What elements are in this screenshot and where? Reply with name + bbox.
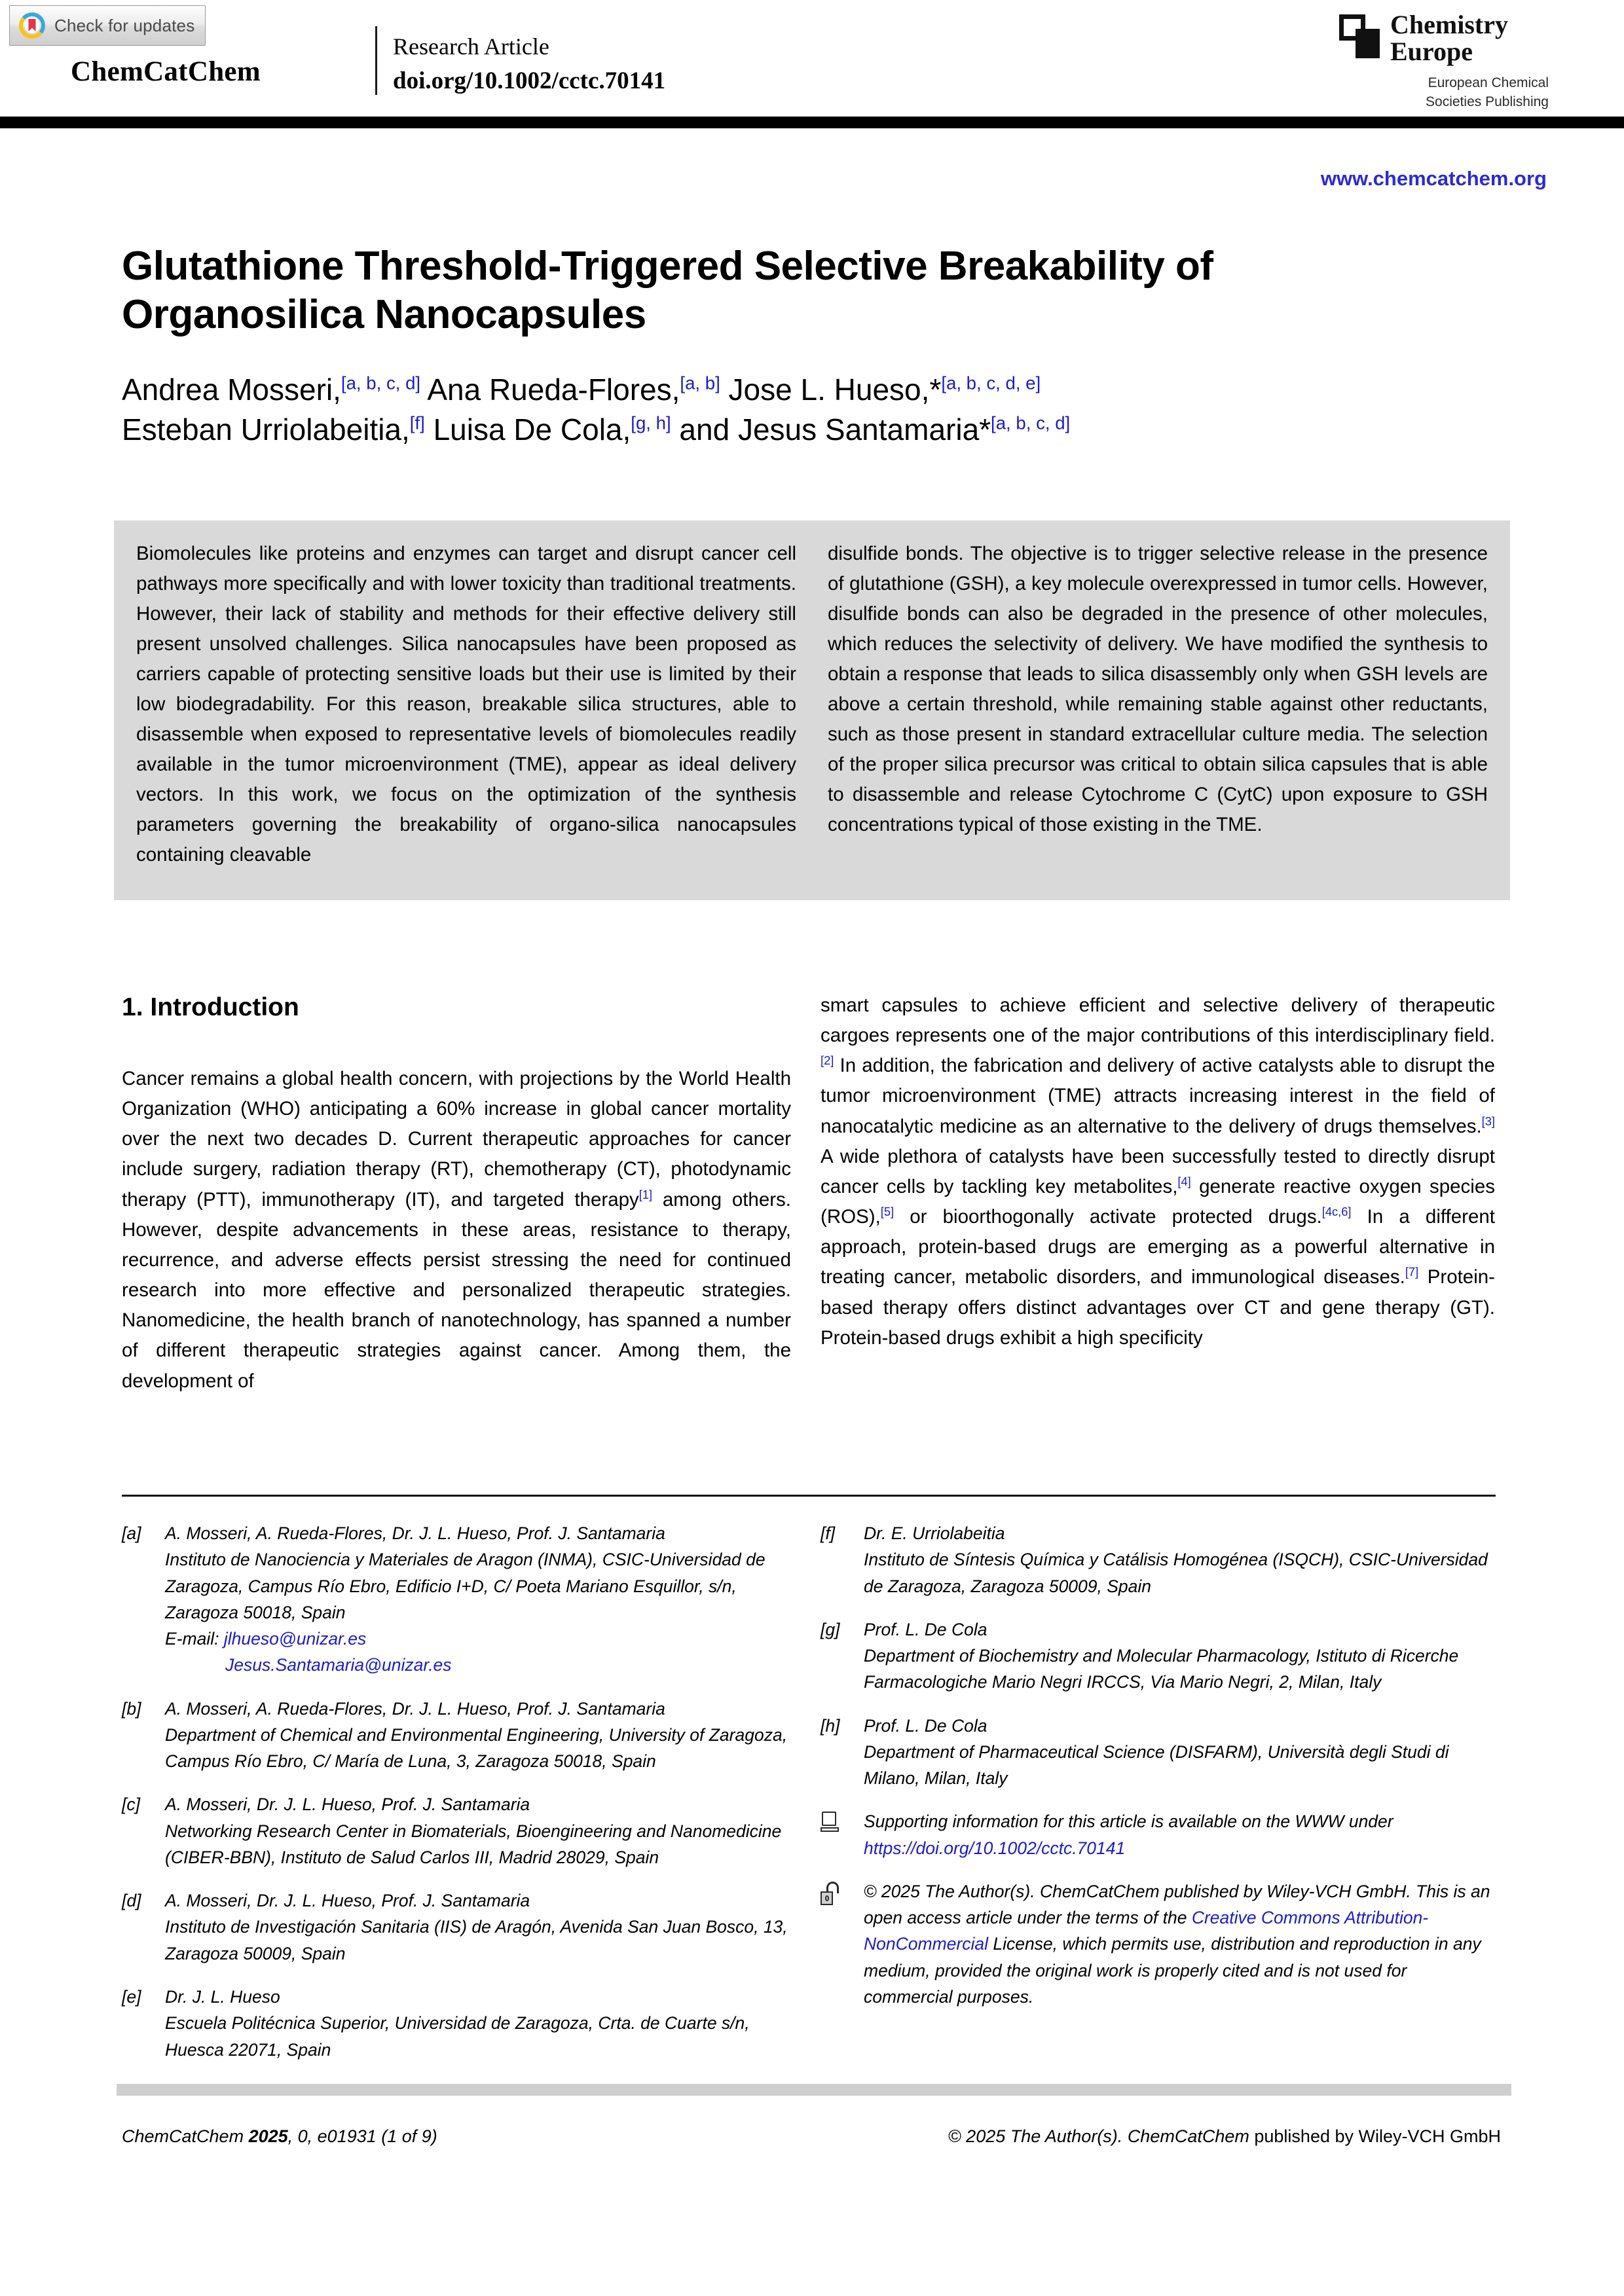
citation-ref-1[interactable]: [1] bbox=[638, 1187, 653, 1201]
publisher-subtitle bbox=[1339, 73, 1549, 113]
footnote-c bbox=[122, 1791, 790, 1870]
footer-article-id: , 0, e01931 (1 of 9) bbox=[287, 2126, 437, 2146]
citation-ref-5[interactable]: [5] bbox=[880, 1205, 895, 1219]
footnote-f bbox=[821, 1520, 1498, 1599]
footnote-a-email-label: E-mail: bbox=[165, 1629, 224, 1649]
footnote-c-tag: [c] bbox=[122, 1795, 140, 1815]
footnote-d-tag: [d] bbox=[122, 1891, 141, 1911]
check-for-updates-badge[interactable] bbox=[9, 5, 206, 46]
monitor-icon bbox=[821, 1808, 855, 1861]
footnote-column-right bbox=[821, 1520, 1498, 2027]
publisher-sub-1: European Chemical bbox=[1428, 75, 1549, 90]
footnote-b-names: A. Mosseri, A. Rueda-Flores, Dr. J. L. Hueso, Prof. J. Santamaria bbox=[165, 1698, 665, 1719]
body-column-right bbox=[821, 991, 1495, 1353]
footnote-d bbox=[122, 1887, 790, 1967]
author-name-4: Esteban Urriolabeitia, bbox=[122, 412, 410, 447]
intro-right-part-c: A wide plethora of catalysts have been successfully tested to directly disrupt cancer cells by tackling key metabolites, bbox=[821, 1145, 1495, 1197]
crossmark-icon bbox=[18, 11, 46, 40]
citation-ref-4[interactable]: [4] bbox=[1177, 1175, 1191, 1189]
citation-ref-4c6[interactable]: [4c,6] bbox=[1321, 1205, 1352, 1219]
footnote-h-address: Department of Pharmaceutical Science (DISFARM), Università degli Studi di Milano, Milan, Italy bbox=[864, 1741, 1449, 1789]
author-affiliation-3: [a, b, c, d, e] bbox=[941, 373, 1041, 393]
journal-website-link[interactable]: www.chemcatchem.org bbox=[1320, 167, 1547, 190]
supporting-information-link[interactable]: https://doi.org/10.1002/cctc.70141 bbox=[864, 1838, 1126, 1858]
abstract-box bbox=[114, 520, 1510, 900]
footer-publisher: published by Wiley-VCH GmbH bbox=[1249, 2126, 1501, 2146]
footnote-b-address: Department of Chemical and Environmental Engineering, University of Zaragoza, Campus Río Ebro, C/ María de Luna, 3, Zaragoza 50018, Spain bbox=[165, 1724, 788, 1772]
header-article-meta bbox=[393, 33, 665, 95]
footnote-e bbox=[122, 1984, 790, 2063]
footer-year: 2025 bbox=[248, 2126, 288, 2146]
intro-right-part-e: or bioorthogonally activate protected drugs. bbox=[894, 1206, 1322, 1228]
citation-ref-2[interactable]: [2] bbox=[821, 1053, 834, 1068]
footnote-b bbox=[122, 1696, 790, 1775]
author-name-6: and Jesus Santamaria* bbox=[671, 412, 991, 447]
footnote-a bbox=[122, 1520, 790, 1679]
footnote-g-tag: [g] bbox=[821, 1619, 840, 1639]
citation-ref-3[interactable]: [3] bbox=[1481, 1114, 1495, 1128]
footnote-c-names: A. Mosseri, Dr. J. L. Hueso, Prof. J. Santamaria bbox=[165, 1795, 530, 1815]
publisher-line-2: Europe bbox=[1390, 36, 1473, 66]
article-type-label: Research Article bbox=[393, 33, 549, 60]
section-heading-introduction: 1. Introduction bbox=[122, 993, 299, 1021]
footnote-f-tag: [f] bbox=[821, 1523, 836, 1543]
license-text-part-2: License, which permits use, distribution and reproduction in any medium, provided the original work is properly cited and is not used for commercial purposes. bbox=[864, 1934, 1481, 2007]
publisher-line-1: Chemistry bbox=[1390, 10, 1508, 39]
author-name-2: Ana Rueda-Flores, bbox=[420, 373, 680, 407]
footnote-b-tag: [b] bbox=[122, 1698, 141, 1719]
chemistry-europe-logo bbox=[1339, 12, 1549, 112]
author-name-1: Andrea Mosseri, bbox=[122, 373, 341, 407]
chemistry-europe-mark-icon bbox=[1339, 14, 1380, 60]
license-text-part-1: © 2025 The Author(s). ChemCatChem published by Wiley-VCH GmbH. This is an open access article under the terms of the bbox=[864, 1881, 1490, 1928]
footnote-f-names: Dr. E. Urriolabeitia bbox=[864, 1523, 1005, 1543]
footer-gray-bar bbox=[117, 2084, 1511, 2096]
author-affiliation-1: [a, b, c, d] bbox=[341, 373, 421, 393]
footnote-a-address: Instituto de Nanociencia y Materiales de Aragon (INMA), CSIC-Universidad de Zaragoza, Campus Río Ebro, Edificio I+D, C/ Poeta Mariano Esquillor, s/n, Zaragoza 50018, Spain bbox=[165, 1550, 766, 1622]
open-access-license-note bbox=[821, 1878, 1498, 2010]
footer-copyright-text: © 2025 The Author(s). bbox=[948, 2126, 1128, 2146]
intro-right-part-b: In addition, the fabrication and delivery of active catalysts able to disrupt the tumor microenvironment (TME) attracts increasing interest in the field of nanocatalytic medicine as an alternative to the delivery of drugs themselves. bbox=[821, 1055, 1495, 1137]
license-link[interactable]: Creative Commons Attribution-NonCommercial bbox=[864, 1908, 1429, 1954]
footnote-a-names: A. Mosseri, A. Rueda-Flores, Dr. J. L. Hueso, Prof. J. Santamaria bbox=[165, 1523, 665, 1543]
footnote-h bbox=[821, 1713, 1498, 1792]
footer-citation bbox=[122, 2126, 437, 2147]
intro-right-part-a: smart capsules to achieve efficient and selective delivery of therapeutic cargoes represents one of the major contributions of this interdisciplinary field. bbox=[821, 994, 1495, 1047]
author-name-3: Jose L. Hueso,* bbox=[720, 373, 942, 407]
footnote-h-tag: [h] bbox=[821, 1715, 840, 1736]
intro-right-part-g: Protein-based therapy offers distinct advantages over CT and gene therapy (GT). Protein-based drugs exhibit a high specificity bbox=[821, 1266, 1495, 1349]
chemistry-europe-wordmark bbox=[1390, 12, 1508, 65]
supporting-information-text: Supporting information for this article is available on the WWW under bbox=[864, 1812, 1393, 1832]
footnote-a-email-1[interactable]: jlhueso@unizar.es bbox=[223, 1629, 367, 1649]
publisher-sub-2: Societies Publishing bbox=[1426, 94, 1549, 110]
citation-ref-7[interactable]: [7] bbox=[1405, 1265, 1419, 1279]
footnote-divider bbox=[122, 1495, 1496, 1497]
footer-journal-name: ChemCatChem bbox=[122, 2126, 249, 2146]
footnote-e-tag: [e] bbox=[122, 1986, 141, 2007]
article-doi[interactable]: doi.org/10.1002/cctc.70141 bbox=[393, 67, 666, 94]
intro-right-part-d: generate reactive oxygen species (ROS), bbox=[821, 1175, 1495, 1228]
author-affiliation-5: [g, h] bbox=[631, 412, 671, 433]
footnote-c-address: Networking Research Center in Biomaterials, Bioengineering and Nanomedicine (CIBER-BBN), Instituto de Salud Carlos III, Madrid 28029, Spain bbox=[165, 1821, 782, 1867]
abstract-column-left: Biomolecules like proteins and enzymes can target and disrupt cancer cell pathways more specifically and with lower toxicity than traditional treatments. However, their lack of stability and methods for their effective delivery still present unsolved challenges. Silica nanocapsules have been proposed as carriers capable of protecting sensitive loads but their use is limited by their low biodegradability. For this reason, breakable silica structures, able to disassemble when exposed to representative levels of biomolecules readily available in the tumor microenvironment (TME), appear as ideal delivery vectors. In this work, we focus on the optimization of the synthesis parameters governing the breakability of organo-silica nanocapsules containing cleavable bbox=[136, 543, 796, 866]
author-list bbox=[122, 370, 1471, 450]
footnote-e-address: Escuela Politécnica Superior, Universidad de Zaragoza, Crta. de Cuarte s/n, Huesca 22071, Spain bbox=[165, 2013, 750, 2060]
footnote-d-names: A. Mosseri, Dr. J. L. Hueso, Prof. J. Santamaria bbox=[165, 1891, 530, 1911]
footnote-d-address: Instituto de Investigación Sanitaria (IIS) de Aragón, Avenida San Juan Bosco, 13, Zaragoza 50009, Spain bbox=[165, 1917, 788, 1963]
author-name-5: Luisa De Cola, bbox=[424, 412, 631, 447]
masthead-black-bar bbox=[0, 117, 1624, 128]
footnote-e-names: Dr. J. L. Hueso bbox=[165, 1986, 280, 2007]
footnote-a-email-2[interactable]: Jesus.Santamaria@unizar.es bbox=[225, 1655, 452, 1675]
footnote-a-tag: [a] bbox=[122, 1523, 141, 1543]
body-column-left bbox=[122, 1064, 791, 1396]
intro-text-part-a: Cancer remains a global health concern, with projections by the World Health Organization (WHO) anticipating a 60% increase in global cancer mortality over the next two decades D. Current therapeutic approaches for cancer include surgery, radiation therapy (RT), chemotherapy (CT), photodynamic therapy (PTT), immunotherapy (IT), and targeted therapy bbox=[122, 1068, 791, 1211]
footnote-g bbox=[821, 1616, 1498, 1696]
footnote-f-address: Instituto de Síntesis Química y Catálisis Homogénea (ISQCH), CSIC-Universidad de Zaragoza, Zaragoza 50009, Spain bbox=[864, 1550, 1488, 1596]
footnote-g-address: Department of Biochemistry and Molecular Pharmacology, Istituto di Ricerche Farmacologiche Mario Negri IRCCS, Via Mario Negri, 2, Milan, Italy bbox=[864, 1646, 1459, 1692]
intro-text-part-b: among others. However, despite advancements in these areas, resistance to therapy, recurrence, and adverse effects persist stressing the need for continued research into more effective and personalized therapeutic strategies. Nanomedicine, the health branch of nanotechnology, has spanned a number of different therapeutic strategies against cancer. Among them, the development of bbox=[122, 1188, 791, 1392]
article-title: Glutathione Threshold-Triggered Selective Breakability of Organosilica Nanocapsules bbox=[122, 244, 1213, 338]
page-masthead bbox=[0, 0, 1624, 117]
intro-right-part-f: In a different approach, protein-based drugs are emerging as a powerful alternative in treating cancer, metabolic disorders, and immunological diseases. bbox=[821, 1206, 1495, 1288]
footnote-column-left bbox=[122, 1520, 790, 2080]
footnote-h-names: Prof. L. De Cola bbox=[864, 1715, 987, 1736]
footer-copyright bbox=[948, 2126, 1501, 2147]
journal-name: ChemCatChem bbox=[71, 56, 261, 87]
footer-copyright-journal: ChemCatChem bbox=[1127, 2126, 1249, 2146]
author-affiliation-6: [a, b, c, d] bbox=[991, 412, 1071, 433]
author-affiliation-4: [f] bbox=[409, 412, 425, 433]
abstract-column-right: disulfide bonds. The objective is to trigger selective release in the presence of glutathione (GSH), a key molecule overexpressed in tumor cells. However, disulfide bonds can also be degraded in the presence of other molecules, which reduces the selectivity of delivery. We have modified the synthesis to obtain a response that leads to silica disassembly only when GSH levels are above a certain threshold, while remaining stable against other reductants, such as those present in standard extracellular culture media. The selection of the proper silica precursor was critical to obtain silica capsules that is able to disassemble and release Cytochrome C (CytC) upon exposure to GSH concentrations typical of those existing in the TME. bbox=[828, 543, 1488, 836]
supporting-information-note bbox=[821, 1808, 1498, 1861]
author-affiliation-2: [a, b] bbox=[680, 373, 720, 393]
header-divider bbox=[375, 26, 377, 95]
check-for-updates-label: Check for updates bbox=[54, 15, 195, 35]
open-lock-icon bbox=[821, 1878, 855, 2010]
footnote-g-names: Prof. L. De Cola bbox=[864, 1619, 987, 1639]
